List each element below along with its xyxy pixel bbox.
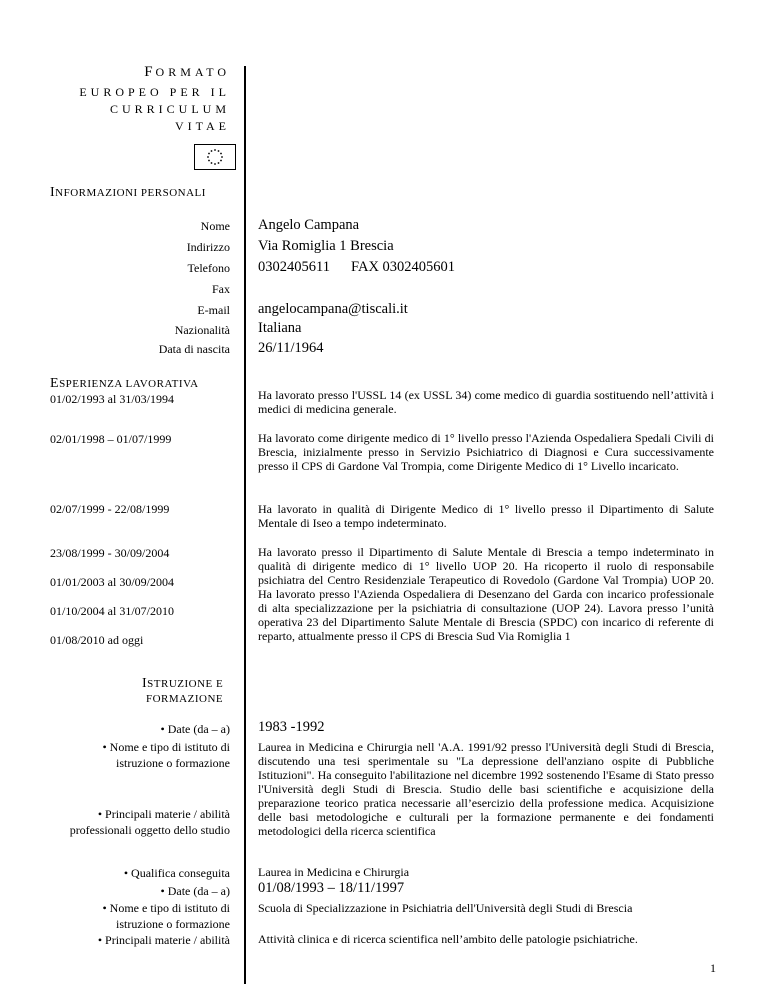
label-fax: Fax	[212, 282, 230, 296]
label-phone: Telefono	[187, 261, 230, 275]
title-line-2: EUROPEO PER IL	[79, 85, 230, 99]
work-text-3: Ha lavorato in qualità di Dirigente Medico di 1° livello presso il Dipartimento di Salute Mentale di Iseo a tempo indeterminato.	[258, 502, 714, 530]
work-date-5: 01/01/2003 al 30/09/2004	[50, 575, 174, 589]
work-date-4: 23/08/1999 - 30/09/2004	[50, 546, 170, 560]
section-education-line2: FORMAZIONE	[146, 693, 224, 705]
value-birth-date: 26/11/1964	[258, 340, 324, 356]
edu-label-qualification: • Qualifica conseguita	[123, 866, 230, 880]
edu-label-subjects: • Principali materie / abilità	[97, 807, 230, 821]
title-line-3: CURRICULUM	[109, 102, 230, 116]
work-date-7: 01/08/2010 ad oggi	[50, 633, 144, 647]
edu-institute-2: Scuola di Specializzazione in Psichiatria dell'Università degli Studi di Brescia	[258, 901, 633, 915]
edu-label-institute-2: istruzione o formazione	[116, 756, 230, 770]
edu-label-institute-b-2: istruzione o formazione	[116, 917, 230, 931]
work-date-3: 02/07/1999 - 22/08/1999	[50, 502, 170, 516]
value-address: Via Romiglia 1 Brescia	[258, 238, 394, 254]
value-phone-fax: FAX 0302405601	[351, 259, 456, 275]
work-date-2: 02/01/1998 – 01/07/1999	[50, 432, 172, 446]
edu-label-subjects-2: professionali oggetto dello studio	[69, 823, 230, 837]
label-address: Indirizzo	[186, 240, 230, 254]
edu-label-date: • Date (da – a)	[160, 722, 230, 736]
value-phone: 0302405611	[258, 259, 330, 275]
edu-label-institute-b: • Nome e tipo di istituto di	[102, 901, 230, 915]
title-line-4: VITAE	[174, 119, 230, 133]
edu-qualification-1: Laurea in Medicina e Chirurgia	[258, 865, 410, 879]
section-work-experience: ESPERIENZA LAVORATIVA	[50, 376, 199, 391]
edu-subjects-2: Attività clinica e di ricerca scientifica nell’ambito delle patologie psichiatriche.	[258, 932, 638, 946]
edu-date-2: 01/08/1993 – 18/11/1997	[258, 880, 405, 896]
page-number: 1	[710, 961, 716, 975]
edu-label-subjects-b: • Principali materie / abilità	[97, 933, 230, 947]
title-line-1: FORMATO	[144, 64, 230, 80]
edu-text-1: Laurea in Medicina e Chirurgia nell 'A.A. 1991/92 presso l'Università degli Studi di Brescia, discutendo una tesi sperimentale su "La depressione dell'anziano ospite di Pubbliche Istituzioni". Ha conseguito l'abilitazione nel dicembre 1992 sostenendo l'Esame di Stato presso l'Università degli Studi di Brescia. Studio delle basi scientifiche e acquisizione della preparazione teorico pratica necessarie all’esercizio della professione medica. Acquisizione delle basi metodologiche e culturali per la formazione permanente e dei fondamenti metodologici della ricerca scientifica	[258, 740, 714, 838]
label-nationality: Nazionalità	[174, 323, 230, 337]
work-date-1: 01/02/1993 al 31/03/1994	[50, 392, 174, 406]
label-name: Nome	[200, 219, 230, 233]
edu-label-institute: • Nome e tipo di istituto di	[102, 740, 230, 754]
column-divider	[244, 66, 246, 984]
label-birth-date: Data di nascita	[158, 342, 230, 356]
work-text-2: Ha lavorato come dirigente medico di 1° livello presso l'Azienda Ospedaliera Spedali Civili di Brescia, inizialmente presso in Servizio Psichiatrico di Diagnosi e Cura successivamente presso il CPS di Gardone Val Trompia, come Dirigente Medico di 1° Livello incaricato.	[258, 431, 714, 473]
section-education: ISTRUZIONE E	[142, 676, 224, 691]
edu-label-date-2: • Date (da – a)	[160, 884, 230, 898]
section-personal-info: INFORMAZIONI PERSONALI	[50, 185, 206, 200]
value-nationality: Italiana	[258, 320, 302, 336]
value-email: angelocampana@tiscali.it	[258, 301, 408, 317]
work-text-group: Ha lavorato presso il Dipartimento di Salute Mentale di Brescia a tempo indeterminato in qualità di dirigente medico di 1° livello UOP 20. Ha ricoperto il ruolo di responsabile psichiatra del Centro Residenziale Terapeutico di Rovedolo (Gardone Val Trompia) UOP 20. Ha lavorato presso l'Azienda Ospedaliera di Desenzano del Garda con incarico professionale di alta specializzazione per la psichiatria di consultazione (UOP 24). Lavora presso l’unità operativa 23 del Dipartimento Salute Mentale di Brescia (SPDC) con incarico di referente di reparto, attualmente presso il CPS di Brescia Sud Via Romiglia 1	[258, 545, 714, 643]
work-text-1: Ha lavorato presso l'USSL 14 (ex USSL 34) come medico di guardia sostituendo nell’attività i medici di medicina generale.	[258, 388, 714, 416]
label-email: E-mail	[197, 303, 230, 317]
value-name: Angelo Campana	[258, 217, 360, 233]
eu-flag-icon	[194, 144, 236, 170]
edu-date-1: 1983 -1992	[258, 719, 325, 735]
work-date-6: 01/10/2004 al 31/07/2010	[50, 604, 174, 618]
